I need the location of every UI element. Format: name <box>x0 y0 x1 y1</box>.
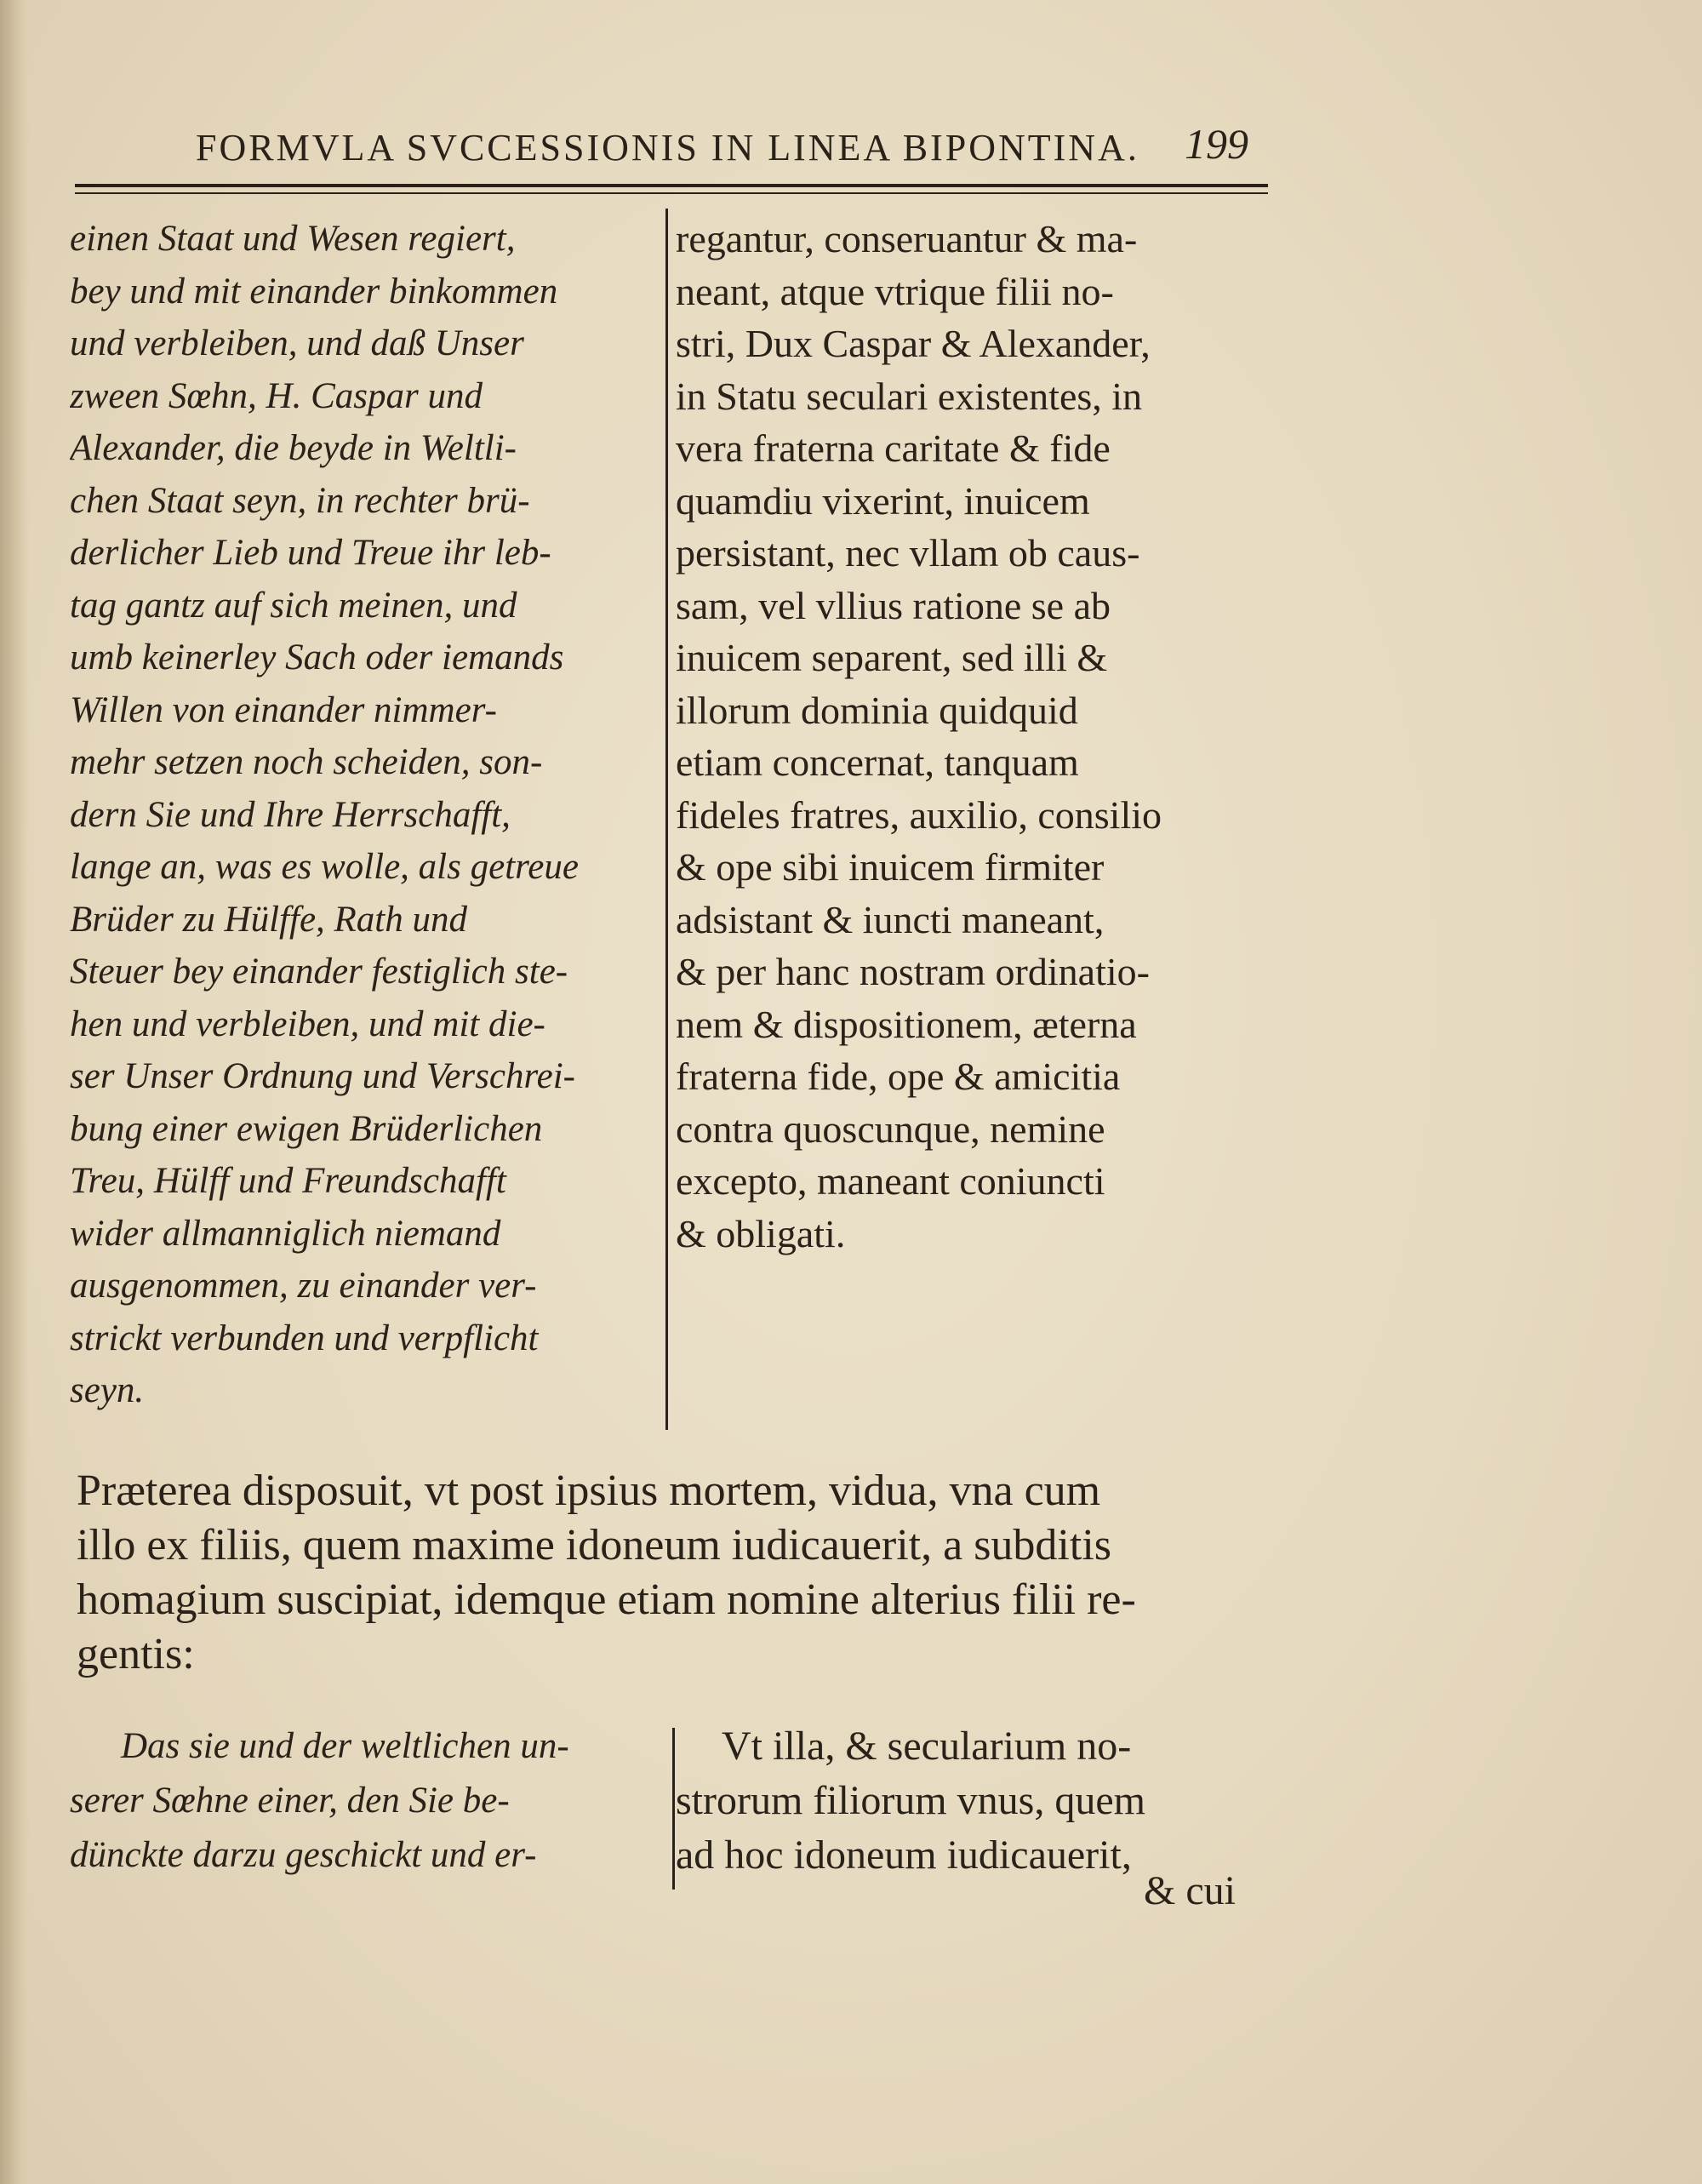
running-header: FORMVLA SVCCESSIONIS IN LINEA BIPONTINA. <box>196 127 1139 169</box>
german-line: ser Unser Ordnung und Verschrei- <box>70 1056 575 1096</box>
german-column-2 <box>70 1719 657 1883</box>
latin-line: contra quoscunque, nemine <box>676 1106 1105 1151</box>
latin-line: sam, vel vllius ratione se ab <box>676 583 1111 627</box>
latin-line: etiam concernat, tanquam <box>676 740 1079 784</box>
page-number: 199 <box>1185 120 1248 168</box>
german-line: tag gantz auf sich meinen, und <box>70 585 517 626</box>
german-line: Willen von einander nimmer- <box>70 689 497 730</box>
german-line: Steuer bey einander festiglich ste- <box>70 952 568 992</box>
latin-line: vera fraterna caritate & fide <box>676 426 1111 470</box>
catchword: & cui <box>1144 1868 1236 1913</box>
german-line: dern Sie und Ihre Herrschafft, <box>70 794 511 835</box>
german-line: hen und verbleiben, und mit die- <box>70 1003 545 1044</box>
german-line: Das sie und der weltlichen un- <box>121 1726 569 1766</box>
latin-line: excepto, maneant coniuncti <box>676 1159 1105 1203</box>
german-line: mehr setzen noch scheiden, son- <box>70 742 543 782</box>
latin-column-2 <box>676 1719 1271 1883</box>
latin-line: illorum dominia quidquid <box>676 688 1078 732</box>
latin-line: & ope sibi inuicem firmiter <box>676 845 1105 889</box>
latin-line: quamdiu vixerint, inuicem <box>676 478 1090 523</box>
column-divider <box>672 1728 675 1890</box>
paragraph-line: illo ex filiis, quem maxime idoneum iudicauerit, a subditis <box>77 1521 1112 1569</box>
german-line: dünckte darzu geschickt und er- <box>70 1835 537 1875</box>
latin-paragraph <box>77 1464 1268 1682</box>
german-column-1 <box>70 213 657 1417</box>
header-rule <box>75 184 1268 194</box>
latin-line: ad hoc idoneum iudicauerit, <box>676 1832 1132 1878</box>
column-divider <box>665 209 668 1430</box>
latin-line: strorum filiorum vnus, quem <box>676 1778 1145 1823</box>
german-line: serer Sœhne einer, den Sie be- <box>70 1781 510 1821</box>
latin-line: regantur, conseruantur & ma- <box>676 217 1138 260</box>
german-line: Treu, Hülff und Freundschafft <box>70 1161 506 1201</box>
german-line: einen Staat und Wesen regiert, <box>70 219 516 259</box>
german-line: lange an, was es wolle, als getreue <box>70 847 579 887</box>
latin-line: in Statu seculari existentes, in <box>676 374 1143 418</box>
german-line: wider allmanniglich niemand <box>70 1213 501 1254</box>
latin-line: neant, atque vtrique filii no- <box>676 269 1114 313</box>
paragraph-line: homagium suscipiat, idemque etiam nomine alterius filii re- <box>77 1575 1136 1624</box>
latin-line: stri, Dux Caspar & Alexander, <box>676 322 1151 365</box>
latin-column-1 <box>676 213 1271 1260</box>
latin-line: persistant, nec vllam ob caus- <box>676 531 1140 575</box>
german-line: bey und mit einander binkommen <box>70 271 558 312</box>
page-gutter-shadow <box>0 0 29 2184</box>
latin-line: fideles fratres, auxilio, consilio <box>676 792 1162 837</box>
latin-line: Vt illa, & secularium no- <box>722 1724 1132 1769</box>
latin-line: inuicem separent, sed illi & <box>676 636 1108 679</box>
german-line: derlicher Lieb und Treue ihr leb- <box>70 533 551 573</box>
german-line: und verbleiben, und daß Unser <box>70 323 524 363</box>
latin-line: & per hanc nostram ordinatio- <box>676 950 1150 993</box>
german-line: bung einer ewigen Brüderlichen <box>70 1108 543 1149</box>
german-line: Alexander, die beyde in Weltli- <box>70 428 517 468</box>
german-line: zween Sœhn, H. Caspar und <box>70 375 483 416</box>
latin-line: nem & dispositionem, æterna <box>676 1002 1137 1046</box>
latin-line: & obligati. <box>676 1211 846 1255</box>
paragraph-line: gentis: <box>77 1630 195 1678</box>
paragraph-line: Præterea disposuit, vt post ipsius mortem, vidua, vna cum <box>77 1466 1101 1515</box>
german-line: ausgenommen, zu einander ver- <box>70 1266 537 1306</box>
latin-line: fraterna fide, ope & amicitia <box>676 1055 1121 1098</box>
german-line: Brüder zu Hülffe, Rath und <box>70 899 467 940</box>
german-line: seyn. <box>70 1370 145 1410</box>
german-line: umb keinerley Sach oder iemands <box>70 637 564 677</box>
latin-line: adsistant & iuncti maneant, <box>676 897 1105 941</box>
german-line: strickt verbunden und verpflicht <box>70 1318 539 1358</box>
german-line: chen Staat seyn, in rechter brü- <box>70 480 530 521</box>
